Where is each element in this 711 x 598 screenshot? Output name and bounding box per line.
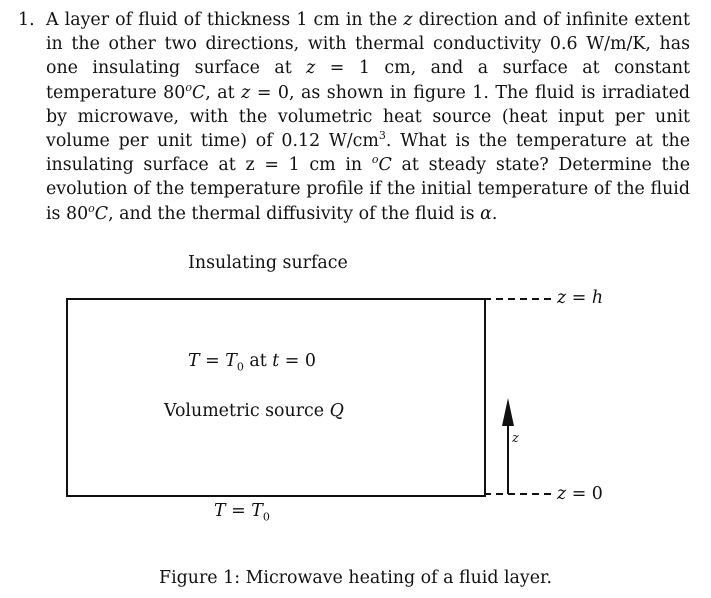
z-axis-arrowhead xyxy=(502,398,514,426)
initial-condition-label xyxy=(188,351,316,374)
math-variable-Q: Q xyxy=(329,401,344,421)
equals-zero: = 0 xyxy=(566,484,603,504)
z-bottom-label xyxy=(557,484,603,504)
celsius-unit: C xyxy=(94,203,109,224)
math-variable-T: T xyxy=(188,351,200,371)
text-run: = 0 xyxy=(279,351,316,371)
problem-text-run: at steady state? Determine the evolution of the temperature profile if the initial temperature of the fluid is 80 xyxy=(46,155,690,224)
math-variable-t: t xyxy=(272,351,280,371)
math-variable-z: z xyxy=(557,484,567,504)
subscript-zero: 0 xyxy=(262,510,270,524)
z-top-label xyxy=(557,288,603,308)
subscript-zero: 0 xyxy=(236,360,244,374)
equals-sign: = xyxy=(225,501,252,521)
math-variable-z: z xyxy=(403,10,413,30)
volumetric-source-label xyxy=(164,401,344,421)
problem-statement xyxy=(18,8,690,226)
equals-sign: = xyxy=(199,351,226,371)
problem-text-run: . xyxy=(491,203,498,224)
math-variable-T: T xyxy=(214,501,226,521)
text-run: Volumetric source xyxy=(164,401,330,421)
problem-text xyxy=(46,8,690,226)
math-variable-h: h xyxy=(591,288,604,308)
math-variable-T: T xyxy=(251,501,263,521)
degree-superscript: o xyxy=(371,153,379,167)
figure-caption: Figure 1: Microwave heating of a fluid layer. xyxy=(159,568,552,588)
text-run: at xyxy=(243,351,273,371)
math-variable-z: z xyxy=(306,58,316,79)
problem-text-run: = 0, as shown in figure 1. The fluid is irradiated by microwave, with the volumetric heat source (heat input per unit volume per unit time) of 0.12 W/cm xyxy=(46,82,690,152)
problem-text-run: . What is the temperature at the insulating surface at z = 1 cm in xyxy=(46,131,691,176)
problem-number: 1. xyxy=(18,10,35,30)
insulating-surface-label: Insulating surface xyxy=(188,253,348,273)
celsius-unit: C xyxy=(191,82,206,103)
problem-text-run: , and the thermal diffusivity of the fluid is xyxy=(108,203,481,224)
celsius-unit: C xyxy=(378,155,392,176)
problem-text-run: , at xyxy=(205,82,242,103)
problem-text-run: A layer of fluid of thickness 1 cm in the xyxy=(46,10,404,30)
bottom-temperature-label xyxy=(214,501,270,524)
z-axis-label: z xyxy=(512,431,519,446)
fluid-layer-box xyxy=(66,298,486,497)
problem-text-run: = 1 cm, and a surface at constant temperature 80 xyxy=(46,58,691,103)
equals-sign: = xyxy=(566,288,592,308)
problem-text-run: direction and of infinite extent in the other two directions, with thermal conductivity 0.6 W/m/K, has one insulating surface at xyxy=(46,10,691,79)
math-variable-T: T xyxy=(225,351,237,371)
degree-superscript: o xyxy=(185,80,192,94)
math-variable-z: z xyxy=(557,288,567,308)
math-variable-z: z xyxy=(241,82,251,103)
degree-superscript: o xyxy=(88,201,95,215)
cubic-superscript: 3 xyxy=(378,129,386,143)
math-variable-alpha: α xyxy=(480,203,492,224)
